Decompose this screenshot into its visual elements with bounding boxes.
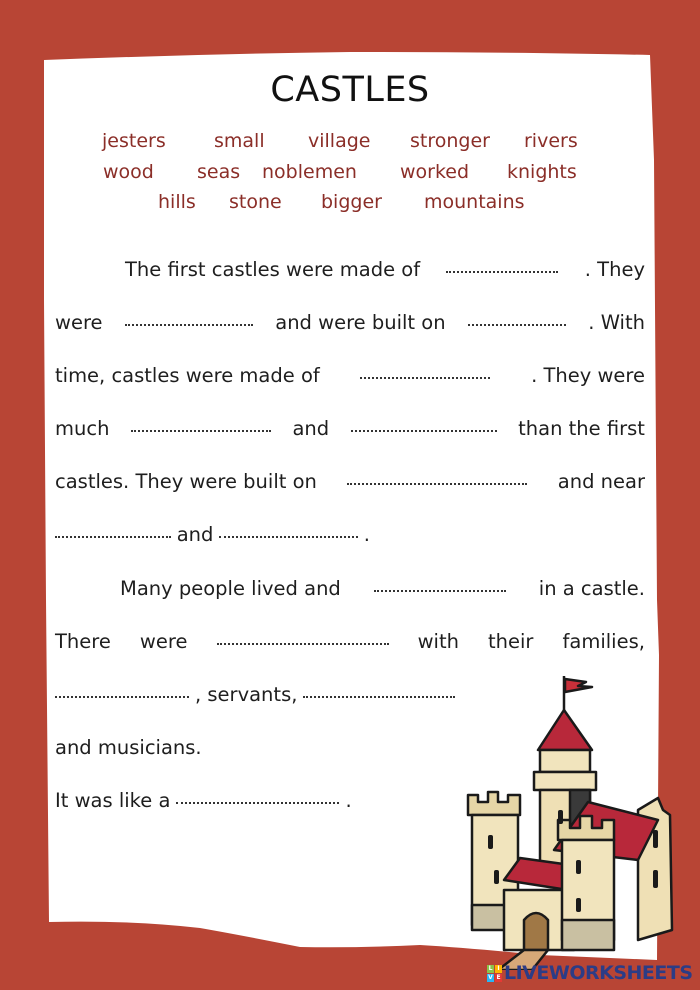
blank-field[interactable]: [55, 536, 171, 538]
blank-field[interactable]: [303, 696, 455, 698]
text-line: time, castles were made of . They were: [55, 364, 645, 387]
word-bank-item[interactable]: noblemen: [262, 161, 357, 183]
word-bank-item[interactable]: wood: [103, 161, 154, 183]
blank-field[interactable]: [176, 802, 339, 804]
word-bank-item[interactable]: stone: [229, 191, 282, 213]
word-bank-item[interactable]: stronger: [410, 130, 490, 152]
castle-icon: [458, 670, 688, 970]
logo-tiles-icon: L I V E: [488, 964, 501, 981]
word-bank-item[interactable]: small: [214, 130, 265, 152]
logo-text: LIVEWORKSHEETS: [504, 962, 693, 984]
blank-field[interactable]: [446, 271, 558, 273]
blank-field[interactable]: [360, 377, 490, 379]
blank-field[interactable]: [131, 430, 271, 432]
text-line: The first castles were made of . They: [125, 258, 645, 281]
blank-field[interactable]: [374, 590, 506, 592]
text-line: There were with their families,: [55, 630, 645, 653]
blank-field[interactable]: [55, 696, 189, 698]
blank-field[interactable]: [217, 643, 389, 645]
word-bank-item[interactable]: bigger: [321, 191, 382, 213]
blank-field[interactable]: [351, 430, 497, 432]
word-bank-item[interactable]: mountains: [424, 191, 525, 213]
word-bank-item[interactable]: rivers: [524, 130, 578, 152]
word-bank-item[interactable]: hills: [158, 191, 196, 213]
text-line: were and were built on . With: [55, 311, 645, 334]
word-bank-item[interactable]: seas: [197, 161, 241, 183]
blank-field[interactable]: [468, 324, 566, 326]
text-line: and musicians.: [55, 736, 202, 759]
word-bank-item[interactable]: worked: [400, 161, 470, 183]
worksheet-title: CASTLES: [270, 70, 430, 110]
blank-field[interactable]: [219, 536, 357, 538]
blank-field[interactable]: [125, 324, 253, 326]
text-line: It was like a .: [55, 789, 352, 812]
text-line: and .: [55, 523, 370, 546]
word-bank-item[interactable]: village: [308, 130, 371, 152]
word-bank-item[interactable]: knights: [507, 161, 577, 183]
word-bank-item[interactable]: jesters: [102, 130, 166, 152]
text-line: Many people lived and in a castle.: [120, 577, 645, 600]
text-line: castles. They were built on and near: [55, 470, 645, 493]
blank-field[interactable]: [347, 483, 527, 485]
liveworksheets-logo[interactable]: [487, 962, 693, 984]
text-line: , servants,: [55, 683, 460, 706]
text-line: much and than the first: [55, 417, 645, 440]
